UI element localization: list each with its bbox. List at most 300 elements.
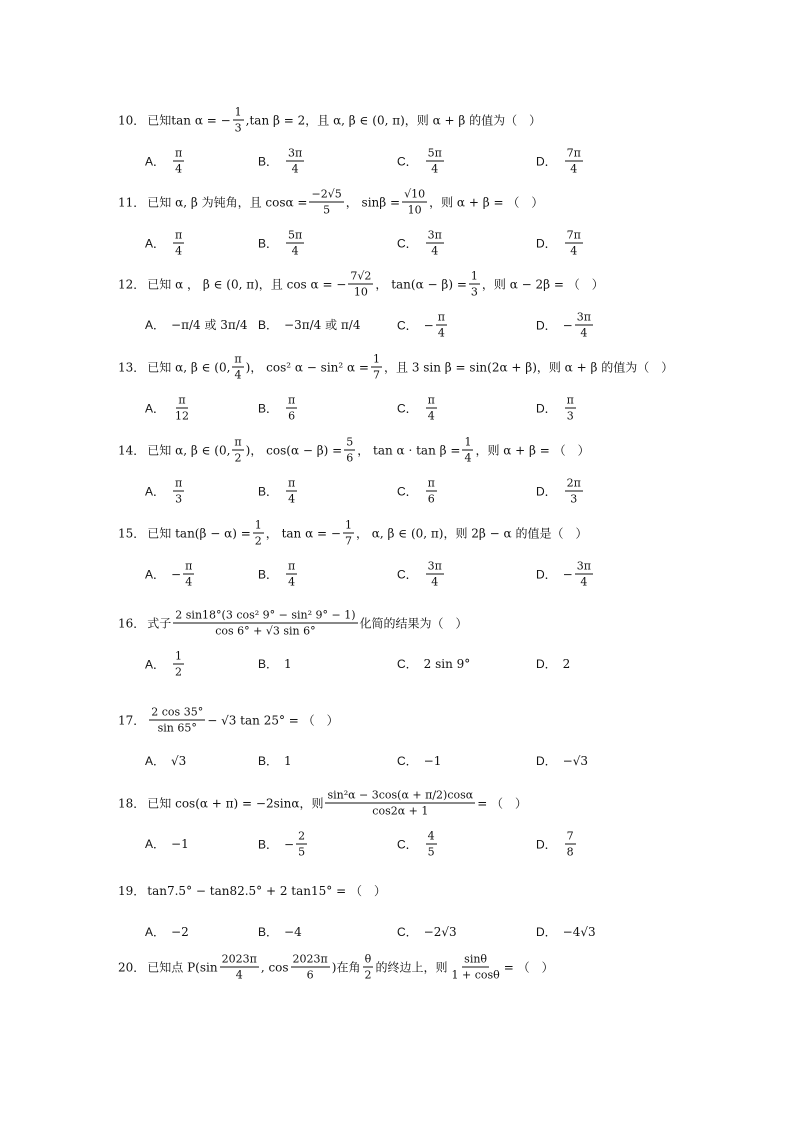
option-denominator: 4 bbox=[291, 162, 299, 176]
answer-options bbox=[118, 742, 758, 780]
option-fraction bbox=[173, 650, 184, 679]
option-denominator: 4 bbox=[580, 575, 588, 589]
option-value bbox=[171, 560, 196, 589]
stem-part-text: = （ ） bbox=[477, 796, 528, 810]
stem-part-text: )， cos² α − sin² α = bbox=[245, 360, 369, 374]
option-fraction bbox=[286, 560, 297, 589]
option-b[interactable] bbox=[258, 560, 299, 589]
option-denominator: 4 bbox=[431, 244, 439, 258]
option-denominator: 4 bbox=[431, 575, 439, 589]
stem-part-numerator: θ bbox=[364, 952, 372, 966]
option-value bbox=[563, 311, 595, 340]
stem-part-text: 已知 α, β ∈ (0, bbox=[147, 360, 231, 374]
option-denominator: 4 bbox=[570, 162, 578, 176]
option-letter: D． bbox=[536, 925, 557, 939]
option-denominator: 4 bbox=[175, 162, 183, 176]
stem-part-numerator: π bbox=[234, 352, 242, 366]
option-numerator: 2π bbox=[566, 476, 581, 490]
option-denominator: 4 bbox=[288, 575, 296, 589]
stem-part-text: ， tan α = − bbox=[265, 526, 341, 540]
option-letter: C． bbox=[397, 236, 418, 250]
option-letter: B． bbox=[258, 837, 279, 851]
option-fraction bbox=[183, 560, 194, 589]
stem-part-fraction bbox=[173, 609, 357, 638]
stem-part-denominator: 3 bbox=[470, 285, 478, 299]
stem-part-denominator: 2 bbox=[254, 534, 262, 548]
stem-part-numerator: π bbox=[234, 435, 242, 449]
question-number: 20． bbox=[118, 960, 146, 974]
answer-options bbox=[118, 913, 758, 951]
option-letter: A． bbox=[145, 837, 166, 851]
option-letter: D． bbox=[536, 567, 557, 581]
option-d[interactable] bbox=[536, 311, 595, 340]
stem-part-denominator: 4 bbox=[234, 368, 242, 382]
option-denominator: 3 bbox=[570, 492, 578, 506]
option-d[interactable] bbox=[536, 477, 585, 506]
option-letter: A． bbox=[145, 567, 166, 581]
stem-part-denominator: cos2α + 1 bbox=[372, 804, 429, 818]
option-numerator: 4 bbox=[427, 829, 435, 843]
option-d[interactable] bbox=[536, 394, 578, 423]
option-fraction bbox=[286, 229, 304, 258]
question-16 bbox=[118, 603, 758, 683]
answer-options bbox=[118, 472, 758, 510]
option-b[interactable] bbox=[258, 394, 299, 423]
option-numerator: π bbox=[288, 393, 296, 407]
stem-part-text: ， tan(α − β) = bbox=[375, 277, 467, 291]
option-a[interactable] bbox=[145, 836, 189, 852]
stem-part-fraction bbox=[469, 270, 480, 299]
option-value: −1 bbox=[171, 837, 189, 851]
stem-part-fraction bbox=[449, 953, 501, 982]
option-denominator: 5 bbox=[427, 845, 435, 859]
option-letter: C． bbox=[397, 567, 418, 581]
option-letter: A． bbox=[145, 754, 166, 768]
option-numerator: 1 bbox=[175, 649, 183, 663]
option-numerator: π bbox=[566, 393, 574, 407]
stem-part-text: 化简的结果为（ ） bbox=[359, 616, 468, 630]
option-numerator: 7π bbox=[566, 228, 581, 242]
option-b[interactable] bbox=[258, 147, 306, 176]
stem-part-numerator: 1 bbox=[254, 518, 262, 532]
option-numerator: π bbox=[175, 228, 183, 242]
option-c[interactable] bbox=[397, 311, 449, 340]
stem-part-denominator: 2 bbox=[364, 968, 372, 982]
stem-part-text: )在角 bbox=[331, 960, 361, 974]
stem-part-denominator: 7 bbox=[373, 368, 380, 382]
option-value bbox=[284, 830, 309, 859]
minus-sign: − bbox=[562, 318, 573, 332]
option-fraction bbox=[565, 229, 583, 258]
option-fraction bbox=[436, 311, 447, 340]
option-letter: A． bbox=[145, 401, 166, 415]
option-fraction bbox=[296, 830, 307, 859]
option-c[interactable] bbox=[397, 477, 439, 506]
option-letter: C． bbox=[397, 837, 418, 851]
stem-part-denominator: 6 bbox=[306, 968, 314, 982]
option-letter: D． bbox=[536, 754, 557, 768]
option-numerator: π bbox=[437, 310, 445, 324]
option-value: −4 bbox=[284, 925, 302, 939]
option-numerator: 3π bbox=[427, 228, 442, 242]
stem-part-text: 已知 tan(β − α) = bbox=[147, 526, 251, 540]
option-b[interactable] bbox=[258, 229, 306, 258]
question-stem bbox=[118, 947, 758, 987]
stem-part-text: ，则 α − 2β = （ ） bbox=[481, 277, 604, 291]
option-d[interactable] bbox=[536, 753, 588, 769]
question-19 bbox=[118, 871, 758, 951]
option-letter: B． bbox=[258, 154, 279, 168]
stem-part-text: 已知 α, β ∈ (0, bbox=[147, 443, 231, 457]
option-value: −√3 bbox=[562, 754, 589, 768]
stem-part-fraction bbox=[220, 953, 259, 982]
option-d[interactable] bbox=[536, 830, 578, 859]
question-stem bbox=[118, 783, 758, 823]
option-numerator: π bbox=[175, 146, 183, 160]
stem-part-numerator: 1 bbox=[470, 269, 478, 283]
stem-part-text: ， sinβ = bbox=[345, 195, 401, 209]
option-denominator: 2 bbox=[175, 665, 183, 679]
question-12 bbox=[118, 264, 758, 344]
question-number: 10． bbox=[118, 113, 146, 127]
option-denominator: 4 bbox=[427, 409, 435, 423]
question-stem bbox=[118, 264, 758, 304]
answer-options bbox=[118, 825, 758, 863]
stem-part-text: ，则 α + β = （ ） bbox=[429, 195, 544, 209]
stem-part-text: 已知 cos(α + π) = −2sinα，则 bbox=[147, 796, 324, 810]
option-letter: C． bbox=[397, 484, 418, 498]
option-numerator: π bbox=[175, 476, 183, 490]
option-fraction bbox=[565, 394, 576, 423]
stem-part-fraction bbox=[232, 353, 243, 382]
stem-part-numerator: 1 bbox=[234, 105, 242, 119]
question-13 bbox=[118, 347, 758, 427]
question-number: 11． bbox=[118, 195, 146, 209]
question-stem bbox=[118, 347, 758, 387]
option-letter: B． bbox=[258, 657, 279, 671]
option-numerator: π bbox=[288, 559, 296, 573]
option-numerator: π bbox=[427, 393, 435, 407]
option-b[interactable] bbox=[258, 753, 292, 769]
stem-part-fraction bbox=[348, 270, 373, 299]
stem-part-text: ，则 α + β = （ ） bbox=[475, 443, 590, 457]
stem-part-numerator: 1 bbox=[464, 435, 472, 449]
option-value bbox=[424, 311, 449, 340]
stem-part-denominator: 4 bbox=[464, 451, 472, 465]
option-numerator: 5π bbox=[427, 146, 442, 160]
stem-part-fraction bbox=[325, 789, 475, 818]
stem-part-fraction bbox=[232, 436, 243, 465]
option-value: 1 bbox=[284, 754, 292, 768]
option-denominator: 4 bbox=[431, 162, 439, 176]
answer-options bbox=[118, 142, 758, 180]
option-value: 1 bbox=[284, 657, 292, 671]
stem-part-numerator: 7√2 bbox=[350, 269, 372, 283]
option-fraction bbox=[575, 311, 593, 340]
option-c[interactable] bbox=[397, 656, 470, 672]
stem-part-text: 已知点 P(sin bbox=[147, 960, 218, 974]
stem-part-fraction bbox=[344, 436, 355, 465]
option-d[interactable] bbox=[536, 147, 585, 176]
option-value: √3 bbox=[171, 754, 187, 768]
option-a[interactable] bbox=[145, 147, 186, 176]
stem-part-fraction bbox=[371, 353, 382, 382]
option-numerator: 3π bbox=[427, 559, 442, 573]
option-denominator: 3 bbox=[566, 409, 574, 423]
option-letter: C． bbox=[397, 925, 418, 939]
option-value: −2 bbox=[171, 925, 189, 939]
stem-part-denominator: 6 bbox=[346, 451, 354, 465]
option-letter: D． bbox=[536, 484, 557, 498]
question-number: 18． bbox=[118, 796, 146, 810]
stem-part-numerator: sinθ bbox=[464, 952, 488, 966]
option-letter: D． bbox=[536, 837, 557, 851]
option-numerator: 2 bbox=[298, 829, 306, 843]
stem-part-fraction bbox=[402, 188, 427, 217]
option-fraction bbox=[173, 394, 191, 423]
stem-part-denominator: 10 bbox=[353, 285, 368, 299]
minus-sign: − bbox=[423, 318, 434, 332]
option-a[interactable] bbox=[145, 650, 186, 679]
option-denominator: 5 bbox=[298, 845, 306, 859]
question-stem bbox=[118, 603, 758, 643]
option-letter: B． bbox=[258, 484, 279, 498]
option-letter: A． bbox=[145, 318, 166, 332]
stem-part-numerator: 2 sin18°(3 cos² 9° − sin² 9° − 1) bbox=[175, 608, 356, 622]
question-number: 17． bbox=[118, 713, 146, 727]
stem-part-denominator: 5 bbox=[323, 203, 331, 217]
option-fraction bbox=[426, 830, 437, 859]
option-letter: A． bbox=[145, 925, 166, 939]
option-fraction bbox=[426, 477, 437, 506]
option-fraction bbox=[426, 560, 444, 589]
question-stem bbox=[118, 871, 758, 911]
option-denominator: 3 bbox=[175, 492, 183, 506]
option-b[interactable] bbox=[258, 317, 360, 333]
option-c[interactable] bbox=[397, 560, 446, 589]
option-fraction bbox=[565, 147, 583, 176]
option-denominator: 4 bbox=[291, 244, 299, 258]
minus-sign: − bbox=[171, 567, 182, 581]
question-number: 15． bbox=[118, 526, 146, 540]
stem-part-numerator: 1 bbox=[373, 352, 380, 366]
option-letter: C． bbox=[397, 401, 418, 415]
option-a[interactable] bbox=[145, 560, 196, 589]
option-letter: A． bbox=[145, 657, 166, 671]
option-denominator: 4 bbox=[185, 575, 193, 589]
stem-part-text: ， tan α · tan β = bbox=[357, 443, 461, 457]
option-fraction bbox=[286, 477, 297, 506]
option-value bbox=[563, 560, 595, 589]
stem-part-fraction bbox=[462, 436, 473, 465]
option-letter: C． bbox=[397, 657, 418, 671]
option-value: −π/4 或 3π/4 bbox=[171, 318, 248, 332]
option-letter: B． bbox=[258, 236, 279, 250]
option-numerator: 7 bbox=[566, 829, 574, 843]
option-letter: A． bbox=[145, 484, 166, 498]
option-b[interactable] bbox=[258, 656, 292, 672]
stem-part-text: ,tan β = 2，且 α, β ∈ (0, π)，则 α + β 的值为（ ） bbox=[245, 113, 542, 127]
option-letter: C． bbox=[397, 154, 418, 168]
stem-part-numerator: sin²α − 3cos(α + π/2)cosα bbox=[327, 788, 474, 802]
stem-part-text: 已知 α ， β ∈ (0, π)，且 cos α = − bbox=[147, 277, 347, 291]
option-fraction bbox=[286, 394, 297, 423]
option-d[interactable] bbox=[536, 924, 596, 940]
option-denominator: 4 bbox=[580, 326, 588, 340]
stem-part-denominator: 10 bbox=[407, 203, 422, 217]
stem-part-fraction bbox=[291, 953, 330, 982]
answer-options bbox=[118, 555, 758, 593]
option-a[interactable] bbox=[145, 477, 186, 506]
stem-part-text: tan7.5° − tan82.5° + 2 tan15° = （ ） bbox=[147, 884, 386, 898]
question-17 bbox=[118, 700, 758, 780]
stem-part-text: 的终边上，则 bbox=[375, 960, 448, 974]
stem-part-text: , cos bbox=[260, 960, 289, 974]
option-c[interactable] bbox=[397, 753, 441, 769]
option-b[interactable] bbox=[258, 924, 302, 940]
stem-part-denominator: sin 65° bbox=[157, 721, 197, 735]
stem-part-fraction bbox=[253, 519, 264, 548]
stem-part-text: ，且 3 sin β = sin(2α + β)，则 α + β 的值为（ ） bbox=[384, 360, 674, 374]
question-14 bbox=[118, 430, 758, 510]
option-denominator: 12 bbox=[175, 409, 190, 423]
option-c[interactable] bbox=[397, 924, 457, 940]
option-c[interactable] bbox=[397, 830, 439, 859]
question-20 bbox=[118, 947, 758, 987]
stem-part-text: ， α, β ∈ (0, π)，则 2β − α 的值是（ ） bbox=[355, 526, 588, 540]
option-letter: D． bbox=[536, 657, 557, 671]
stem-part-fraction bbox=[233, 106, 244, 135]
question-number: 14． bbox=[118, 443, 146, 457]
option-a[interactable] bbox=[145, 317, 247, 333]
option-d[interactable] bbox=[536, 656, 570, 672]
question-stem bbox=[118, 513, 758, 553]
question-15 bbox=[118, 513, 758, 593]
option-a[interactable] bbox=[145, 394, 193, 423]
option-numerator: 5π bbox=[288, 228, 303, 242]
option-value: −3π/4 或 π/4 bbox=[284, 318, 361, 332]
option-c[interactable] bbox=[397, 394, 439, 423]
question-stem bbox=[118, 182, 758, 222]
stem-part-denominator: 1 + cosθ bbox=[451, 968, 500, 982]
question-number: 19． bbox=[118, 884, 146, 898]
option-letter: B． bbox=[258, 754, 279, 768]
minus-sign: − bbox=[284, 837, 295, 851]
option-denominator: 4 bbox=[437, 326, 445, 340]
option-letter: B． bbox=[258, 318, 279, 332]
stem-part-text: = （ ） bbox=[503, 960, 554, 974]
option-numerator: π bbox=[178, 393, 186, 407]
option-denominator: 4 bbox=[175, 244, 183, 258]
option-numerator: 3π bbox=[576, 310, 591, 324]
stem-part-fraction bbox=[309, 188, 343, 217]
option-fraction bbox=[286, 147, 304, 176]
option-numerator: 3π bbox=[288, 146, 303, 160]
option-d[interactable] bbox=[536, 560, 595, 589]
question-number: 13． bbox=[118, 360, 146, 374]
stem-part-text: 已知 bbox=[147, 113, 172, 127]
question-10 bbox=[118, 100, 758, 180]
stem-part-numerator: 2023π bbox=[292, 952, 328, 966]
option-a[interactable] bbox=[145, 229, 186, 258]
question-number: 16． bbox=[118, 616, 146, 630]
option-fraction bbox=[426, 147, 444, 176]
option-numerator: 3π bbox=[576, 559, 591, 573]
option-letter: B． bbox=[258, 567, 279, 581]
option-letter: C． bbox=[397, 318, 418, 332]
stem-part-text: )， cos(α − β) = bbox=[245, 443, 343, 457]
option-letter: D． bbox=[536, 154, 557, 168]
option-c[interactable] bbox=[397, 147, 446, 176]
option-denominator: 4 bbox=[570, 244, 578, 258]
option-denominator: 6 bbox=[427, 492, 435, 506]
option-letter: D． bbox=[536, 318, 557, 332]
option-a[interactable] bbox=[145, 924, 189, 940]
option-value: 2 bbox=[562, 657, 571, 671]
stem-part-denominator: 4 bbox=[235, 968, 243, 982]
stem-part-text: − √3 tan 25° = （ ） bbox=[207, 713, 339, 727]
answer-options bbox=[118, 389, 758, 427]
option-value: −1 bbox=[423, 754, 442, 768]
stem-part-denominator: 7 bbox=[344, 534, 352, 548]
option-denominator: 6 bbox=[288, 409, 296, 423]
option-fraction bbox=[173, 229, 184, 258]
option-letter: B． bbox=[258, 401, 279, 415]
option-letter: A． bbox=[145, 236, 166, 250]
stem-part-numerator: 5 bbox=[346, 435, 354, 449]
option-b[interactable] bbox=[258, 830, 309, 859]
option-letter: C． bbox=[397, 754, 418, 768]
option-numerator: π bbox=[185, 559, 193, 573]
option-letter: B． bbox=[258, 925, 279, 939]
option-a[interactable] bbox=[145, 753, 186, 769]
option-fraction bbox=[575, 560, 593, 589]
option-letter: D． bbox=[536, 401, 557, 415]
stem-part-numerator: √10 bbox=[404, 187, 426, 201]
option-fraction bbox=[426, 394, 437, 423]
stem-part-fraction bbox=[362, 953, 373, 982]
option-fraction bbox=[173, 477, 184, 506]
question-stem bbox=[118, 100, 758, 140]
option-numerator: 7π bbox=[566, 146, 581, 160]
question-11 bbox=[118, 182, 758, 262]
option-numerator: π bbox=[288, 476, 296, 490]
question-stem bbox=[118, 430, 758, 470]
stem-part-fraction bbox=[149, 706, 205, 735]
option-d[interactable] bbox=[536, 229, 585, 258]
answer-options bbox=[118, 224, 758, 262]
stem-part-text: 式子 bbox=[147, 616, 172, 630]
option-denominator: 8 bbox=[566, 845, 574, 859]
stem-part-text: tan α = − bbox=[171, 113, 231, 127]
stem-part-numerator: 2023π bbox=[221, 952, 257, 966]
option-b[interactable] bbox=[258, 477, 299, 506]
answer-options bbox=[118, 645, 758, 683]
minus-sign: − bbox=[562, 567, 573, 581]
stem-part-text: 已知 α, β 为钝角，且 cosα = bbox=[147, 195, 308, 209]
stem-part-numerator: −2√5 bbox=[311, 187, 342, 201]
question-stem bbox=[118, 700, 758, 740]
stem-part-denominator: 2 bbox=[234, 451, 242, 465]
option-fraction bbox=[565, 830, 576, 859]
option-value: −2√3 bbox=[423, 925, 457, 939]
option-denominator: 4 bbox=[288, 492, 296, 506]
question-18 bbox=[118, 783, 758, 863]
stem-part-numerator: 1 bbox=[344, 518, 352, 532]
option-numerator: π bbox=[427, 476, 435, 490]
stem-part-numerator: 2 cos 35° bbox=[151, 705, 204, 719]
option-c[interactable] bbox=[397, 229, 446, 258]
